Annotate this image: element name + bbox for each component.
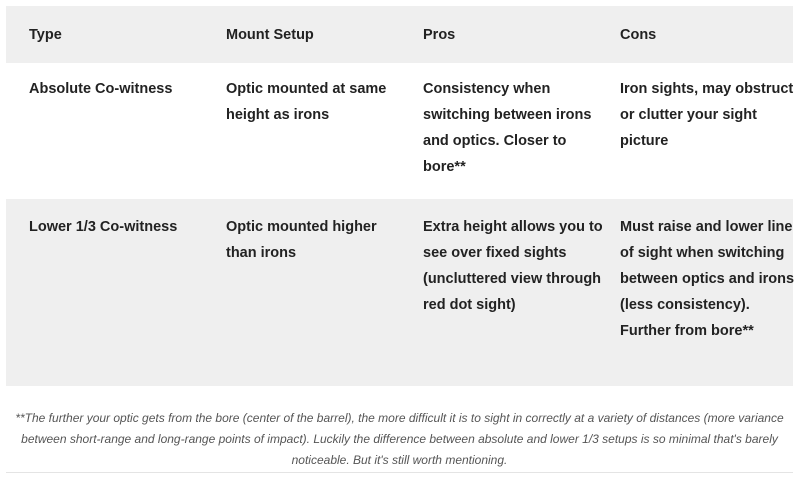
cell-cons: Must raise and lower line of sight when switching between optics and irons (less consistency). Further from bore** bbox=[620, 219, 795, 339]
cell-mount-setup: Optic mounted higher than irons bbox=[226, 219, 377, 261]
cell-type: Absolute Co-witness bbox=[29, 81, 173, 97]
header-cons: Cons bbox=[620, 26, 657, 43]
table-row bbox=[6, 199, 793, 386]
footnote-text: **The further your optic gets from the bore (center of the barrel), the more difficult it is to sight in correctly at a variety of distances (more variance between short-range and long-range points of impact). Luckily the difference between absolute and lower 1/3 setups is so minimal that's barely noticeable. But it's still worth mentioning. bbox=[15, 411, 784, 467]
cell-pros: Extra height allows you to see over fixed sights (uncluttered view through red dot sight) bbox=[423, 219, 603, 313]
cell-cons: Iron sights, may obstruct or clutter your sight picture bbox=[620, 81, 794, 149]
header-type: Type bbox=[29, 26, 62, 43]
cell-pros: Consistency when switching between irons and optics. Closer to bore** bbox=[423, 81, 592, 175]
table-row bbox=[6, 63, 793, 199]
table-header-row bbox=[6, 6, 793, 63]
header-pros: Pros bbox=[423, 26, 456, 43]
header-mount-setup: Mount Setup bbox=[226, 26, 314, 43]
cell-type: Lower 1/3 Co-witness bbox=[29, 219, 178, 235]
comparison-table bbox=[6, 6, 795, 339]
divider bbox=[6, 472, 793, 473]
cell-mount-setup: Optic mounted at same height as irons bbox=[226, 81, 387, 123]
